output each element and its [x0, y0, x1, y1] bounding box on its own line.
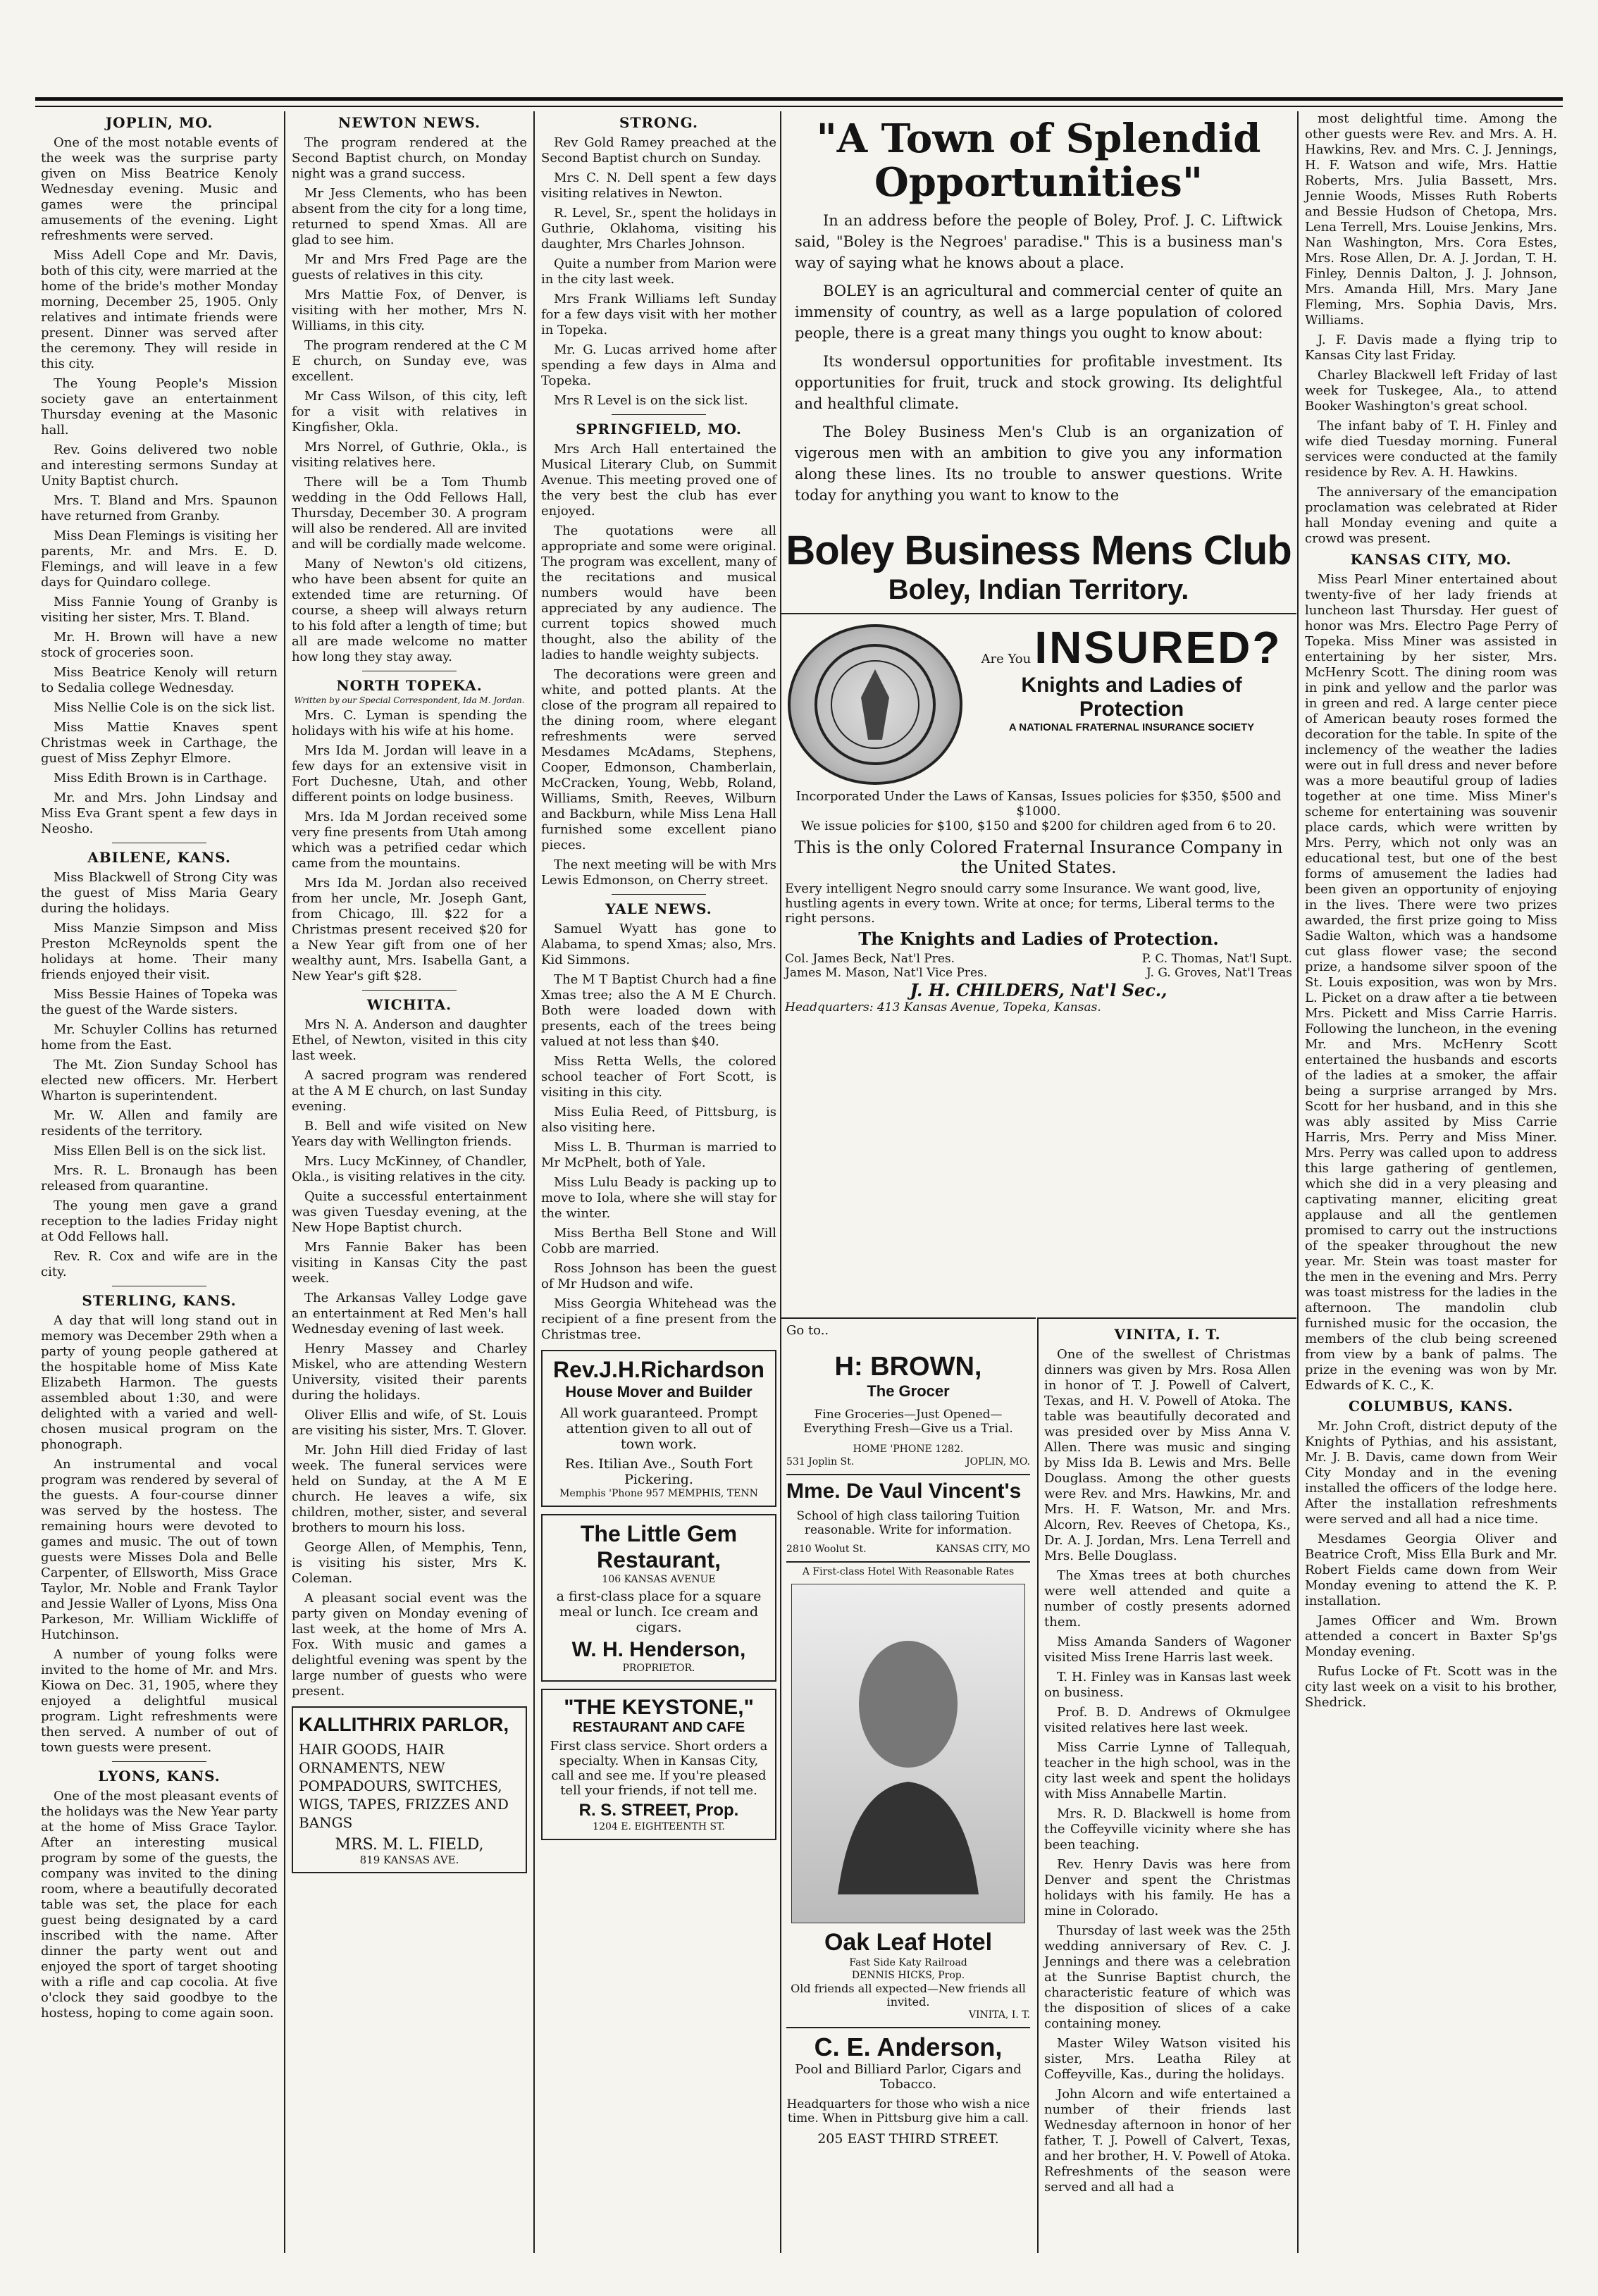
paragraph: John Alcorn and wife entertained a number of their friends last Wednesday afternoon in honor of her father, T. J. Powell of Calvert, Texas, and her brother, H. V. Powell of Atoka. Refreshments of the season were served and all had a [1044, 2087, 1291, 2195]
section-head: KANSAS CITY, MO. [1350, 551, 1512, 568]
paragraph: Miss Manzie Simpson and Miss Preston McReynolds spent the holidays at home. Their many friends enjoyed their visit. [41, 921, 278, 982]
section-head: NORTH TOPEKA. [336, 677, 483, 694]
ad-body: Fine Groceries—Just Opened—Everything Fresh—Give us a Trial. [803, 1408, 1013, 1436]
section-rule [612, 414, 706, 415]
yale-section [541, 921, 776, 1343]
vinita-column [1037, 1317, 1296, 2253]
paragraph: George Allen, of Memphis, Tenn, is visiting his sister, Mrs K. Coleman. [292, 1540, 527, 1586]
paragraph: The Arkansas Valley Lodge gave an entertainment at Red Men's hall Wednesday evening of last week. [292, 1291, 527, 1336]
keystone-ad [541, 1689, 776, 1840]
paragraph: The program rendered at the C M E church, on Sunday eve, was excellent. [292, 338, 527, 384]
gem-ad [541, 1514, 776, 1682]
paragraph: Miss Dean Flemings is visiting her parents, Mr. and Mrs. E. D. Flemings, and will leave in a few days for Quindaro college. [41, 528, 278, 590]
oakleaf-ad [786, 1561, 1030, 2021]
ad-body: First class service. Short orders a specialty. When in Kansas City, call and see me. If you're pleased tell your friends, if not tell me. [550, 1739, 768, 1798]
lower-left-ads [781, 1317, 1036, 2253]
paragraph: Miss Amanda Sanders of Wagoner visited Miss Irene Harris last week. [1044, 1634, 1291, 1665]
paragraph: Miss Carrie Lynne of Tallequah, teacher in the high school, was in the city last week and spent the holidays with Miss Annabelle Martin. [1044, 1740, 1291, 1801]
paragraph: The anniversary of the emancipation proclamation was celebrated at Rider hall Monday evening and quite a crowd was present. [1305, 485, 1557, 546]
ad-sub: Pool and Billiard Parlor, Cigars and Tobacco. [795, 2062, 1022, 2092]
paragraph: A pleasant social event was the party given on Monday evening of last week, at the home of Mrs A. Fox. With music and games a delightful evening was spent by the large number of guests who were present. [292, 1591, 527, 1699]
paragraph: B. Bell and wife visited on New Years day with Wellington friends. [292, 1119, 527, 1149]
paragraph: Mrs C. N. Dell spent a few days visiting relatives in Newton. [541, 170, 776, 201]
devaul-ad [786, 1474, 1030, 1556]
vinita-section [1044, 1347, 1291, 2195]
richardson-ad [541, 1350, 776, 1507]
column-divider [533, 111, 535, 2253]
ad-every: Every intelligent Negro snould carry some Insurance. We want good, live, hustling agents in every town. Write at once; for terms, Liberal terms to the right persons. [785, 881, 1275, 926]
paragraph: One of the most pleasant events of the holidays was the New Year party at the home of Miss Grace Taylor. After an interesting musical program by some of the guests, the company was invited to the dining room, where a beautifully decorated table was set, the place for each guest being designated by a card inscribed with the name. After dinner the party went out and enjoyed the sport of target shooting with a rifle and cap cocolia. At five o'clock they said goodbye to the hostess, hoping to come again soon. [41, 1789, 278, 2021]
paragraph: Oliver Ellis and wife, of St. Louis are visiting his sister, Mrs. T. Glover. [292, 1408, 527, 1438]
paragraph: Rev. R. Cox and wife are in the city. [41, 1249, 278, 1279]
ad-address: 205 EAST THIRD STREET. [817, 2131, 999, 2147]
ad-goto: Go to.. [786, 1323, 829, 1338]
paragraph: Mrs. Ida M Jordan received some very fine presents from Utah among which was a petrified cedar which came from the mountains. [292, 809, 527, 871]
paragraph: Ross Johnson has been the guest of Mr Hudson and wife. [541, 1261, 776, 1291]
paragraph: A sacred program was rendered at the A M E church, on last Sunday evening. [292, 1068, 527, 1114]
ad-name: KALLITHRIX PARLOR, [299, 1713, 509, 1735]
paragraph: Mrs Norrel, of Guthrie, Okla., is visiting relatives here. [292, 440, 527, 470]
section-head: ABILENE, KANS. [87, 849, 231, 866]
ad-sub: Fast Side Katy Railroad [849, 1957, 967, 1968]
north-topeka-section [292, 708, 527, 984]
paragraph: One of the swellest of Christmas dinners was given by Mrs. Rosa Allen in honor of T. J. Powell of Calvert, Texas, and H. V. Powell of Atoka. The table was beautifully decorated and was presided over by Miss Anna V. Allen. There was music and singing by Miss Ida B. Lewis and Mrs. Belle Douglass. Among the other guests were Rev. and Mrs. Hawkins, Mr. and Mrs. H. F. Watson, Mr. and Mrs. Alcorn, Rev. Reeves of Chetopa, Ks., Dr. A. J. Jordan, Mrs. Lena Terrell and Mrs. Belle Douglass. [1044, 1347, 1291, 1563]
paragraph: Mrs Fannie Baker has been visiting in Kansas City the past week. [292, 1240, 527, 1286]
strong-section [541, 135, 776, 409]
paragraph: The decorations were green and white, and potted plants. At the close of the program all repaired to the dining room, where elegant refreshments were served Mesdames McAdams, Stephens, Cooper, Edmonson, Chamberlain, McCracken, Young, Webb, Roland, Williams, Smith, Reeves, Wilburn and Backburn, while Miss Lena Hall furnished some excellent piano pieces. [541, 667, 776, 852]
officer-row [785, 966, 1292, 980]
springfield-section [541, 442, 776, 888]
paragraph: Miss Edith Brown is in Carthage. [54, 771, 268, 786]
ad-body: Headquarters for those who wish a nice time. When in Pittsburg give him a call. [786, 2097, 1030, 2126]
ad-phone: HOME 'PHONE 1282. [853, 1444, 964, 1455]
club-place: Boley, Indian Territory. [888, 574, 1189, 605]
paragraph: The Young People's Mission society gave an entertainment Thursday evening at the Masonic hall. [41, 376, 278, 438]
paragraph: A number of young folks were invited to the home of Mr. and Mrs. Kiowa on Dec. 31, 1905, where they enjoyed a delightful musical program. Light refreshments were then served. A number of out of town guests were present. [41, 1647, 278, 1755]
paragraph: The Boley Business Men's Club is an organization of vigerous men with an ambition to give you any information along these lines. Its no trouble to answer questions. Write today for anything you want to know to the [795, 423, 1282, 504]
section-rule [362, 990, 457, 991]
officer-row [785, 952, 1292, 966]
ad-owner: R. S. STREET, Prop. [578, 1801, 739, 1820]
ad-sub: House Mover and Builder [565, 1383, 752, 1401]
kansas-city-section [1305, 572, 1557, 1394]
paragraph: Thursday of last week was the 25th wedding anniversary of Rev. C. J. Jennings and there was a celebration at the Sunrise Baptist church, the characteristic feature of which was the disposition of slices of a cake containing money. [1044, 1923, 1291, 2031]
columbus-section [1305, 1419, 1557, 1711]
paragraph: Mrs N. A. Anderson and daughter Ethel, of Newton, visited in this city last week. [292, 1017, 527, 1063]
ad-body: Old friends all expected—New friends all invited. [791, 1982, 1026, 2009]
paragraph: Miss Nellie Cole is on the sick list. [54, 700, 275, 715]
paragraph: Master Wiley Watson visited his sister, Mrs. Leatha Riley at Coffeyville, Kas., during the holidays. [1044, 2036, 1291, 2082]
paragraph: Miss Lulu Beady is packing up to move to Iola, where she will stay for the winter. [541, 1175, 776, 1221]
paragraph: most delightful time. Among the other guests were Rev. and Mrs. A. H. Hawkins, Rev. and Mrs. C. J. Jennings, H. F. Watson and wife, Mrs. Hattie Roberts, Mrs. Julia Bassett, Mrs. Jennie Woods, Misses Ruth Roberts and Bessie Hudson of Chetopa, Mrs. Lena Terrell, Mrs. Louise Jenkins, Mrs. Nan Washington, Mrs. Cora Estes, Mrs. Rose Allen, Dr. A. J. Jordan, T. H. Finley, Dennis Dalton, J. J. Johnson, Mrs. Amanda Hill, Mrs. Mary Jane Fleming, Mrs. Sophia Davis, Mrs. Williams. [1305, 111, 1557, 328]
ad-only: This is the only Colored Fraternal Insurance Company in the United States. [794, 838, 1283, 877]
ad-address-row [786, 1543, 1030, 1556]
officer: Col. James Beck, Nat'l Pres. [785, 952, 955, 966]
ad-res: Res. Itilian Ave., South Fort Pickering. [564, 1456, 753, 1487]
paragraph: A day that will long stand out in memory was December 29th when a party of young people gathered at the hospitable home of Miss Kate Elizabeth Harmon. The guests assembled about 1:30, and were delighted with a varied and well-chosen musical program on the phonograph. [41, 1313, 278, 1452]
paragraph: Miss Ellen Bell is on the sick list. [54, 1143, 266, 1158]
ad-name: Mme. De Vaul Vincent's [786, 1479, 1022, 1503]
paragraph: The Mt. Zion Sunday School has elected new officers. Mr. Herbert Wharton is superintendent. [41, 1057, 278, 1103]
paragraph: Mr Cass Wilson, of this city, left for a visit with relatives in Kingfisher, Okla. [292, 389, 527, 435]
ad-org2: The Knights and Ladies of Protection. [858, 929, 1219, 949]
paragraph: Charley Blackwell left Friday of last week for Tuskegee, Ala., to attend Booker Washington's great school. [1305, 368, 1557, 414]
ad-role: PROPRIETOR. [622, 1663, 695, 1674]
paragraph: Mr. Schuyler Collins has returned home from the East. [41, 1022, 278, 1053]
ad-body: All work guaranteed. Prompt attention given to all out of town work. [559, 1405, 758, 1452]
lyons-section [41, 1789, 278, 2021]
paragraph: T. H. Finley was in Kansas last week on business. [1044, 1670, 1291, 1700]
ad-child: We issue policies for $100, $150 and $200 for children aged from 6 to 20. [800, 819, 1277, 833]
section-head: STERLING, KANS. [82, 1292, 237, 1309]
paragraph: Mrs Mattie Fox, of Denver, is visiting with her mother, Mrs N. Williams, in this city. [292, 287, 527, 333]
masthead-rule [35, 97, 1563, 101]
paragraph: Miss Adell Cope and Mr. Davis, both of this city, were married at the home of the bride's mother Monday morning, December 25, 1905. Only relatives and intimate friends were present. Dinner was served after the ceremony. They will reside in this city. [41, 248, 278, 371]
ad-name: Rev.J.H.Richardson [553, 1357, 764, 1382]
paragraph: Quite a number from Marion were in the city last week. [541, 256, 776, 287]
ad-address: 106 KANSAS AVENUE [602, 1574, 716, 1585]
officer: J. G. Groves, Nat'l Treas [1146, 966, 1292, 980]
club-name: Boley Business Mens Club [786, 528, 1292, 573]
paragraph: Mesdames Georgia Oliver and Beatrice Croft, Miss Ella Burk and Mr. Robert Fields came down from Weir Monday evening to attend the K. P. installation. [1305, 1532, 1557, 1608]
section-head: NEWTON NEWS. [337, 114, 481, 131]
paragraph: Miss Blackwell of Strong City was the guest of Miss Maria Geary during the holidays. [41, 870, 278, 916]
paragraph: The infant baby of T. H. Finley and wife died Tuesday morning. Funeral services were conducted at the family residence by Rev. A. H. Hawkins. [1305, 418, 1557, 480]
ad-org: Knights and Ladies of Protection [1021, 674, 1242, 721]
paragraph: Miss Beatrice Kenoly will return to Sedalia college Wednesday. [41, 665, 278, 695]
newton-section [292, 135, 527, 665]
paragraph: Miss Eulia Reed, of Pittsburg, is also visiting here. [541, 1105, 776, 1135]
ad-owner: MRS. M. L. FIELD, [335, 1836, 484, 1854]
paragraph: Miss Bertha Bell Stone and Will Cobb are married. [541, 1226, 776, 1256]
abilene-section [41, 870, 278, 1280]
ad-name: The Little Gem Restaurant, [580, 1521, 738, 1572]
sterling-section [41, 1313, 278, 1756]
masthead-rule-thin [35, 106, 1563, 107]
ad-name: "THE KEYSTONE," [564, 1696, 754, 1719]
ad-address: 1204 E. EIGHTEENTH ST. [593, 1821, 725, 1832]
ad-hq: Headquarters: 413 Kansas Avenue, Topeka, Kansas. [785, 1000, 1101, 1014]
newspaper-page [35, 35, 1563, 2261]
section-rule [612, 894, 706, 895]
paragraph: J. F. Davis made a flying trip to Kansas City last Friday. [1305, 333, 1557, 363]
town-section [781, 210, 1296, 506]
brown-ad [786, 1323, 1030, 1468]
column-divider [1297, 111, 1299, 2253]
ad-role: The Grocer [867, 1382, 950, 1400]
ad-prop: DENNIS HICKS, Prop. [851, 1970, 965, 1981]
paragraph: The M T Baptist Church had a fine Xmas tree; also the A M E Church. Both were loaded down with presents, each of the trees being valued at not less than $40. [541, 972, 776, 1049]
paragraph: The quotations were all appropriate and some were original. The program was excellent, many of the recitations and musical numbers would have been appreciated by any audience. The current topics showed much thought, also the ability of the ladies to handle weighty subjects. [541, 523, 776, 662]
byline: Written by our Special Correspondent, Ida M. Jordan. [294, 695, 525, 705]
section-head: COLUMBUS, KANS. [1349, 1398, 1513, 1415]
paragraph: Mrs. C. Lyman is spending the holidays with his wife at his home. [292, 708, 527, 738]
paragraph: Rev Gold Ramey preached at the Second Baptist church on Sunday. [541, 135, 776, 166]
paragraph: Miss Pearl Miner entertained about twenty-five of her lady friends at luncheon last Thursday. Her guest of honor was Mrs. Electro Page Perry of Topeka. Miss Miner was assisted in entertaining by her sister, Mrs. McHenry Scott. The dining room was in pink and yellow and the parlor was in green and red. A large center piece of American beauty roses formed the decoration for the table. In spite of the inclemency of the weather the ladies were out in full dress and never before was a more beautiful group of ladies together at one time. Miss Miner's scheme for entertaining was souvenir place cards, which were written by Mrs. Perry, which not only was an educational test, but one of the best forms of amusement the ladies had been given an opportunity of enjoying in the lives. There were two prizes awarded, the first prize going to Miss Sadie Walton, which was a handsome cut glass flower vase; the second prize, a handsome silver spoon of the St. Louis exposition, was won by Mrs. L. Picket on a draw after a tie between Mrs. Pickett and Miss Carrie Harris. Following the luncheon, in the evening Mr. and Mrs. McHenry Scott entertained the husbands and escorts of the ladies at a smoker, the affair being a surprise arranged by Mrs. Scott for her husband, and in this she was ably assited by Miss Carrie Harris, Mrs. Perry and Miss Miner. Mrs. Perry was called upon to address this large gathering of gentlemen, which she did in a very pleasing and captivating manner, eliciting great applause and all the gentlemen promised to carry out the instructions of the speaker throughout the new year. Mr. Stein was toast master for the men in the evening and Mrs. Perry was toast mistress for the ladies in the afternoon. The mandolin club furnished music for the occasion, the members of the club being screened from view by a bank of palms. The prize in the evening was won by Mr. Edwards of K. C., K. [1305, 572, 1557, 1393]
ad-foot: Memphis 'Phone 957 MEMPHIS, TENN [559, 1488, 758, 1499]
kallithrix-ad [292, 1706, 527, 1873]
section-head: YALE NEWS. [605, 900, 712, 917]
ad-address: 819 KANSAS AVE. [359, 1854, 459, 1866]
ad-address-row [786, 1456, 1030, 1468]
ad-are: Are You [981, 652, 1032, 666]
column-2 [286, 111, 533, 2253]
ad-owner: W. H. Henderson, [571, 1638, 746, 1661]
portrait-image [791, 1584, 1025, 1923]
paragraph: The program rendered at the Second Baptist church, on Monday night was a grand success. [292, 135, 527, 181]
paragraph: Mrs Arch Hall entertained the Musical Literary Club, on Summit Avenue. This meeting proved one of the very best the club has ever enjoyed. [541, 442, 776, 519]
paragraph: Mrs. Lucy McKinney, of Chandler, Okla., is visiting relatives in the city. [292, 1154, 527, 1184]
paragraph: Rev. Goins delivered two noble and interesting sermons Sunday at Unity Baptist church. [41, 442, 278, 488]
paragraph: Mrs Frank Williams left Sunday for a few days visit with her mother in Topeka. [541, 292, 776, 337]
paragraph: Samuel Wyatt has gone to Alabama, to spend Xmas; also, Mrs. Kid Simmons. [541, 921, 776, 967]
section-head: VINITA, I. T. [1114, 1326, 1221, 1343]
section-head: SPRINGFIELD, MO. [576, 421, 742, 438]
paragraph: Miss L. B. Thurman is married to Mr McPhelt, both of Yale. [541, 1140, 776, 1170]
paragraph: In an address before the people of Boley, Prof. J. C. Liftwick said, "Boley is the Negroes' paradise." This is a business man's way of saying what he knows about a place. [795, 212, 1282, 271]
ad-name: C. E. Anderson, [814, 2033, 1003, 2061]
society-seal-icon [788, 624, 962, 785]
section-head: JOPLIN, MO. [105, 114, 213, 131]
ad-inc: Incorporated Under the Laws of Kansas, Issues policies for $350, $500 and $1000. [795, 789, 1282, 819]
ad-name: H: BROWN, [834, 1352, 982, 1382]
paragraph: Miss Bessie Haines of Topeka was the guest of the Warde sisters. [41, 987, 278, 1017]
paragraph: Mrs. R. D. Blackwell is home from the Coffeyville vicinity where she has been teaching. [1044, 1806, 1291, 1852]
paragraph: Mr Jess Clements, who has been absent from the city for a long time, returned to spend Xmas. All are glad to see him. [292, 186, 527, 247]
town-title: "A Town of Splendid Opportunities" [816, 116, 1261, 206]
paragraph: Miss Georgia Whitehead was the recipient of a fine present from the Christmas tree. [541, 1296, 776, 1342]
ad-sec: J. H. CHILDERS, Nat'l Sec., [910, 980, 1167, 1000]
paragraph: Many of Newton's old citizens, who have been absent for quite an extended time are returning. Of course, a sheep will always return to his fold after a length of time; but all are made welcome no matter how long they stay away. [292, 557, 527, 664]
joplin-section [41, 135, 278, 837]
ad-name: Oak Leaf Hotel [824, 1929, 993, 1956]
ad-top: A First-class Hotel With Reasonable Rates [802, 1566, 1015, 1577]
paragraph: Mr. John Croft, district deputy of the Knights of Pythias, and his assistant, Mr. J. B. Davis, came down from Weir City Monday and in the evening installed the officers of the lodge here. After the installation refreshments were served and all had a nice time. [1305, 1419, 1557, 1527]
paragraph: The young men gave a grand reception to the ladies Friday night at Odd Fellows hall. [41, 1198, 278, 1244]
paragraph: The next meeting will be with Mrs Lewis Edmonson, on Cherry street. [541, 857, 776, 888]
officer: P. C. Thomas, Nat'l Supt. [1141, 952, 1292, 966]
paragraph: Miss Mattie Knaves spent Christmas week in Carthage, the guest of Miss Zephyr Elmore. [41, 720, 278, 766]
column-5 [1299, 111, 1563, 2253]
ad-place: VINITA, I. T. [968, 2009, 1030, 2021]
paragraph: Mr and Mrs Fred Page are the guests of relatives in this city. [292, 252, 527, 283]
paragraph: Mrs Ida M. Jordan also received from her uncle, Mr. Joseph Gant, from Chicago, Ill. $22 for a Christmas present received $20 for a New Year gift from one of her wealthy aunt, Mrs. Isabella Gant, a New Year's gift $28. [292, 876, 527, 983]
paragraph: Miss Retta Wells, the colored school teacher of Fort Scott, is visiting in this city. [541, 1054, 776, 1100]
paragraph: Its wondersul opportunities for profitable investment. Its opportunities for fruit, truck and stock growing. Its delightful and healthful climate. [795, 353, 1282, 412]
paragraph: Mr. G. Lucas arrived home after spending a few days in Alma and Topeka. [541, 342, 776, 388]
paragraph: BOLEY is an agricultural and commercial center of quite an immensity of country, as well as a large population of colored people, there is a great many things you ought to know about: [795, 283, 1282, 342]
section-rule [112, 1761, 206, 1762]
paragraph: Miss Fannie Young of Granby is visiting her sister, Mrs. T. Bland. [41, 595, 278, 625]
paragraph: Mrs. R. L. Bronaugh has been released from quarantine. [41, 1163, 278, 1193]
paragraph: An instrumental and vocal program was rendered by several of the guests. A four-course dinner was served by the hostess. The remaining hours were devoted to games and music. The out of town guests were Misses Dola and Belle Carpenter, of Ellsworth, Miss Grace Taylor, Mr. Noble and Frank Taylor and Jessie Waller of Lyons, Miss Ona Parkeson, Mr. William Wickliffe of Hutchinson. [41, 1457, 278, 1642]
ad-city: JOPLIN, MO. [965, 1456, 1030, 1467]
paragraph: There will be a Tom Thumb wedding in the Odd Fellows Hall, Thursday, December 30. A program will also be rendered. All are invited and will be cordially made welcome. [292, 475, 527, 552]
column-1 [35, 111, 283, 2253]
ad-sub: RESTAURANT AND CAFE [572, 1720, 745, 1735]
section-head: WICHITA. [366, 996, 452, 1013]
paragraph: Mr. W. Allen and family are residents of the territory. [41, 1108, 278, 1138]
paragraph: Quite a successful entertainment was given Tuesday evening, at the New Hope Baptist church. [292, 1189, 527, 1235]
ad-nat: A NATIONAL FRATERNAL INSURANCE SOCIETY [1008, 721, 1255, 733]
paragraph: R. Level, Sr., spent the holidays in Guthrie, Oklahoma, visiting his daughter, Mrs Charles Johnson. [541, 206, 776, 252]
ad-address: 531 Joplin St. [786, 1456, 855, 1467]
paragraph: Mrs. T. Bland and Mrs. Spaunon have returned from Granby. [41, 493, 278, 523]
paragraph: Rufus Locke of Ft. Scott was in the city last week on a visit to his brother, Shedrick. [1305, 1664, 1557, 1710]
ad-body: School of high class tailoring Tuition reasonable. Write for information. [796, 1509, 1020, 1537]
paragraph: Mr. John Hill died Friday of last week. The funeral services were held on Sunday, at the A M E church. He leaves a wife, six children, mother, sister, and several brothers to mourn his loss. [292, 1443, 527, 1535]
ad-body: HAIR GOODS, HAIR ORNAMENTS, NEW POMPADOURS, SWITCHES, WIGS, TAPES, FRIZZES AND BANGS [299, 1741, 509, 1831]
paragraph: The Xmas trees at both churches were well attended and quite a number of costly presents adorned them. [1044, 1568, 1291, 1630]
ad-body: a first-class place for a square meal or lunch. Ice cream and cigars. [556, 1589, 762, 1635]
paragraph: Mr. and Mrs. John Lindsay and Miss Eva Grant spent a few days in Neosho. [41, 790, 278, 836]
paragraph: One of the most notable events of the week was the surprise party given on Miss Beatrice Kenoly Wednesday evening. Music and games were the principal amusements of the evening. Light refreshments were served. [41, 135, 278, 243]
paragraph: Mr. H. Brown will have a new stock of groceries soon. [41, 630, 278, 660]
paragraph: Mrs R Level is on the sick list. [554, 393, 748, 408]
paragraph: Mrs Ida M. Jordan will leave in a few days for an extensive visit in Fort Duchesne, Utah, and other different points on lodge business. [292, 743, 527, 805]
ad-address: 2810 Woolut St. [786, 1544, 867, 1555]
paragraph: James Officer and Wm. Brown attended a concert in Baxter Sp'gs Monday evening. [1305, 1613, 1557, 1659]
paragraph: Prof. B. D. Andrews of Okmulgee visited relatives here last week. [1044, 1705, 1291, 1735]
column-4 [781, 111, 1296, 2253]
paragraph: Rev. Henry Davis was here from Denver and spent the Christmas holidays with his family. He has a mine in Colorado. [1044, 1857, 1291, 1918]
ad-city: KANSAS CITY, MO [936, 1544, 1030, 1555]
column-divider [284, 111, 285, 2253]
wichita-section [292, 1017, 527, 1699]
ad-insured: INSURED? [1034, 622, 1282, 673]
anderson-ad [786, 2027, 1030, 2147]
officer: James M. Mason, Nat'l Vice Pres. [785, 966, 988, 980]
vinita-continued [1305, 111, 1557, 547]
section-head: STRONG. [619, 114, 698, 131]
paragraph: Henry Massey and Charley Miskel, who are attending Western University, visited their parents during the holidays. [292, 1341, 527, 1403]
section-head: LYONS, KANS. [98, 1768, 221, 1785]
column-3 [535, 111, 782, 2253]
insurance-ad [781, 613, 1296, 1022]
